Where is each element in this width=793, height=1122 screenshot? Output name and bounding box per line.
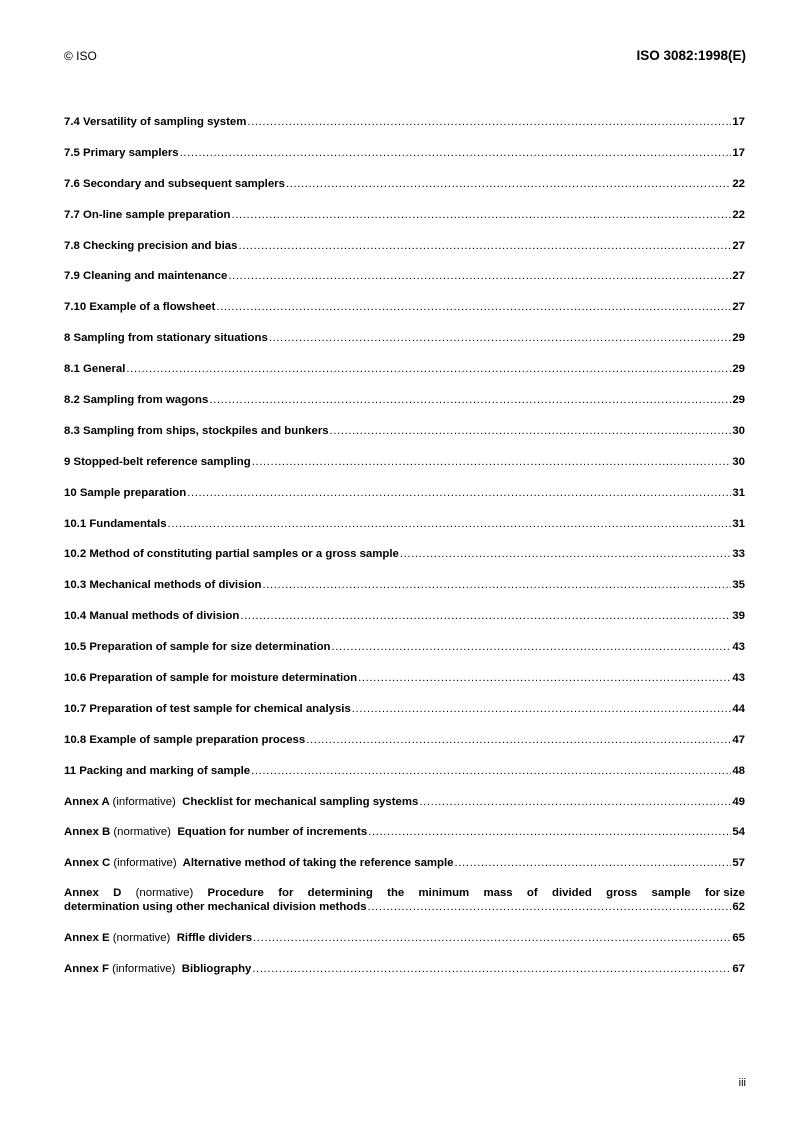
leader-dots bbox=[247, 115, 731, 129]
leader-dots bbox=[251, 764, 731, 778]
annex-page: 67 bbox=[732, 962, 745, 975]
toc-entry-title: 8.3 Sampling from ships, stockpiles and bunkers bbox=[64, 424, 329, 437]
annex-d-line2 bbox=[64, 901, 745, 915]
leader-dots bbox=[209, 393, 731, 407]
leader-dots bbox=[368, 901, 732, 915]
toc-entry-page: 43 bbox=[732, 672, 745, 685]
annex-title-word: minimum bbox=[418, 887, 470, 900]
annex-d-line1 bbox=[64, 887, 745, 901]
annex-label: Annex C bbox=[64, 857, 111, 870]
toc-entry-page: 30 bbox=[732, 424, 745, 437]
leader-dots bbox=[240, 609, 731, 623]
annex-page: 57 bbox=[732, 857, 745, 870]
toc-entry-title: 7.7 On-line sample preparation bbox=[64, 208, 231, 221]
toc-entry-title: 7.6 Secondary and subsequent samplers bbox=[64, 177, 285, 190]
toc-entry[interactable] bbox=[64, 331, 745, 345]
annex-page: 54 bbox=[732, 826, 745, 839]
leader-dots bbox=[306, 733, 731, 747]
toc-entry-page: 48 bbox=[732, 764, 745, 777]
annex-note: (informative) bbox=[113, 857, 177, 870]
toc-entry[interactable] bbox=[64, 455, 745, 469]
toc-entry[interactable] bbox=[64, 578, 745, 592]
leader-dots bbox=[231, 208, 731, 222]
annex-label: Annex bbox=[64, 887, 99, 900]
toc-entry-title: 10.8 Example of sample preparation process bbox=[64, 733, 306, 746]
toc-entry-title: 10.6 Preparation of sample for moisture determination bbox=[64, 672, 358, 685]
leader-dots bbox=[269, 331, 732, 345]
toc-entry-title: 10.1 Fundamentals bbox=[64, 517, 167, 530]
annex-page: 49 bbox=[732, 795, 745, 808]
leader-dots bbox=[455, 856, 732, 870]
annex-note: (informative) bbox=[112, 795, 176, 808]
toc-entry-title: 10.3 Mechanical methods of division bbox=[64, 579, 262, 592]
annex-b-entry[interactable] bbox=[64, 825, 745, 839]
leader-dots bbox=[419, 795, 731, 809]
toc-entry[interactable] bbox=[64, 239, 745, 253]
annex-title: Riffle dividers bbox=[176, 931, 253, 944]
annex-title: Checklist for mechanical sampling systems bbox=[182, 795, 419, 808]
toc-entry-page: 29 bbox=[732, 332, 745, 345]
toc-entry-page: 22 bbox=[732, 177, 745, 190]
toc-entry-page: 39 bbox=[732, 610, 745, 623]
toc-entry[interactable] bbox=[64, 517, 745, 531]
toc-entry[interactable] bbox=[64, 733, 745, 747]
leader-dots bbox=[253, 931, 731, 945]
leader-dots bbox=[216, 300, 731, 314]
leader-dots bbox=[263, 578, 732, 592]
annex-title: Equation for number of increments bbox=[177, 826, 368, 839]
leader-dots bbox=[252, 455, 732, 469]
leader-dots bbox=[238, 239, 731, 253]
annex-note: (normative) bbox=[135, 887, 194, 900]
annex-label: Annex A bbox=[64, 795, 110, 808]
toc-entry-page: 31 bbox=[732, 517, 745, 530]
toc-entry-title: 7.5 Primary samplers bbox=[64, 146, 179, 159]
toc-entry-title: 11 Packing and marking of sample bbox=[64, 764, 251, 777]
toc-entry-page: 31 bbox=[732, 486, 745, 499]
toc-entry-page: 29 bbox=[732, 394, 745, 407]
annex-label: Annex F bbox=[64, 962, 109, 975]
toc-entry-page: 27 bbox=[732, 239, 745, 252]
annex-note: (normative) bbox=[112, 931, 171, 944]
toc-entry-page: 22 bbox=[732, 208, 745, 221]
annex-title-continued: determination using other mechanical division methods bbox=[64, 900, 367, 913]
toc-entry[interactable] bbox=[64, 640, 745, 654]
toc-entry-title: 10 Sample preparation bbox=[64, 486, 187, 499]
toc-entry-page: 35 bbox=[732, 579, 745, 592]
leader-dots bbox=[168, 517, 732, 531]
standard-number: ISO 3082:1998(E) bbox=[636, 48, 746, 63]
toc-entry-page: 43 bbox=[732, 641, 745, 654]
toc-entry[interactable] bbox=[64, 269, 745, 283]
leader-dots bbox=[368, 825, 731, 839]
annex-title: Alternative method of taking the reference sample bbox=[182, 857, 454, 870]
leader-dots bbox=[352, 702, 732, 716]
toc-entry-page: 27 bbox=[732, 270, 745, 283]
leader-dots bbox=[330, 424, 732, 438]
annex-title-word: Procedure bbox=[207, 887, 264, 900]
toc-entry-page: 29 bbox=[732, 363, 745, 376]
toc-entry-title: 10.4 Manual methods of division bbox=[64, 610, 240, 623]
annex-c-entry[interactable] bbox=[64, 856, 745, 870]
annex-title-word: gross bbox=[606, 887, 638, 900]
toc-entry-page: 44 bbox=[732, 702, 745, 715]
toc-entry-title: 7.4 Versatility of sampling system bbox=[64, 116, 247, 128]
table-of-contents bbox=[64, 115, 745, 993]
leader-dots bbox=[126, 362, 731, 376]
toc-entry-title: 7.9 Cleaning and maintenance bbox=[64, 270, 228, 283]
toc-entry[interactable] bbox=[64, 208, 745, 222]
annex-title-word: of bbox=[526, 887, 538, 900]
toc-entry[interactable] bbox=[64, 300, 745, 314]
toc-entry[interactable] bbox=[64, 486, 745, 500]
page-number: iii bbox=[738, 1077, 746, 1089]
toc-entry[interactable] bbox=[64, 702, 745, 716]
toc-entry-title: 7.10 Example of a flowsheet bbox=[64, 301, 216, 314]
annex-title: Bibliography bbox=[181, 962, 252, 975]
annex-title-word: for bbox=[278, 887, 294, 900]
leader-dots bbox=[400, 547, 731, 561]
annex-label: Annex E bbox=[64, 931, 110, 944]
toc-entry[interactable] bbox=[64, 146, 745, 160]
toc-entry-title: 10.7 Preparation of test sample for chemical analysis bbox=[64, 702, 351, 715]
leader-dots bbox=[286, 177, 731, 191]
toc-entry-page: 30 bbox=[732, 455, 745, 468]
annex-e-entry[interactable] bbox=[64, 931, 745, 945]
annex-f-entry[interactable] bbox=[64, 962, 745, 976]
leader-dots bbox=[358, 671, 731, 685]
toc-entry-title: 7.8 Checking precision and bias bbox=[64, 239, 238, 252]
toc-entry[interactable] bbox=[64, 362, 745, 376]
toc-entry[interactable] bbox=[64, 547, 745, 561]
toc-entry[interactable] bbox=[64, 177, 745, 191]
leader-dots bbox=[187, 486, 731, 500]
toc-entry-page: 33 bbox=[732, 548, 745, 561]
annex-title-word: sample bbox=[651, 887, 691, 900]
leader-dots bbox=[252, 962, 731, 976]
toc-entry-page: 47 bbox=[732, 733, 745, 746]
leader-dots bbox=[332, 640, 732, 654]
leader-dots bbox=[228, 269, 731, 283]
toc-entry[interactable] bbox=[64, 393, 745, 407]
toc-entry[interactable] bbox=[64, 424, 745, 438]
annex-note: (informative) bbox=[112, 962, 176, 975]
toc-entry-page: 27 bbox=[732, 301, 745, 314]
annex-title-word: for size bbox=[705, 887, 745, 900]
toc-entry-title: 9 Stopped-belt reference sampling bbox=[64, 455, 251, 468]
annex-note: (normative) bbox=[113, 826, 171, 839]
annex-a-entry[interactable] bbox=[64, 795, 745, 809]
annex-page: 62 bbox=[732, 900, 745, 913]
toc-entry-title: 8 Sampling from stationary situations bbox=[64, 332, 268, 345]
toc-entry-page: 17 bbox=[732, 146, 745, 159]
annex-title-word: divided bbox=[551, 887, 592, 900]
annex-d-entry[interactable] bbox=[64, 887, 745, 914]
toc-entry[interactable] bbox=[64, 764, 745, 778]
toc-entry-page: 17 bbox=[732, 116, 745, 128]
annex-title-word: the bbox=[387, 887, 405, 900]
annex-label: Annex B bbox=[64, 826, 111, 839]
copyright-label: © ISO bbox=[64, 49, 97, 63]
toc-entry-title: 10.5 Preparation of sample for size determination bbox=[64, 641, 331, 654]
toc-entry-title: 8.2 Sampling from wagons bbox=[64, 394, 209, 407]
toc-entry[interactable] bbox=[64, 115, 745, 129]
annex-letter: D bbox=[113, 887, 122, 900]
leader-dots bbox=[180, 146, 732, 160]
toc-entry-title: 10.2 Method of constituting partial samples or a gross sample bbox=[64, 548, 399, 561]
toc-entry[interactable] bbox=[64, 609, 745, 623]
toc-entry-title: 8.1 General bbox=[64, 363, 126, 376]
toc-entry[interactable] bbox=[64, 671, 745, 685]
annex-title-word: determining bbox=[307, 887, 373, 900]
annex-title-word: mass bbox=[483, 887, 513, 900]
annex-page: 65 bbox=[732, 931, 745, 944]
